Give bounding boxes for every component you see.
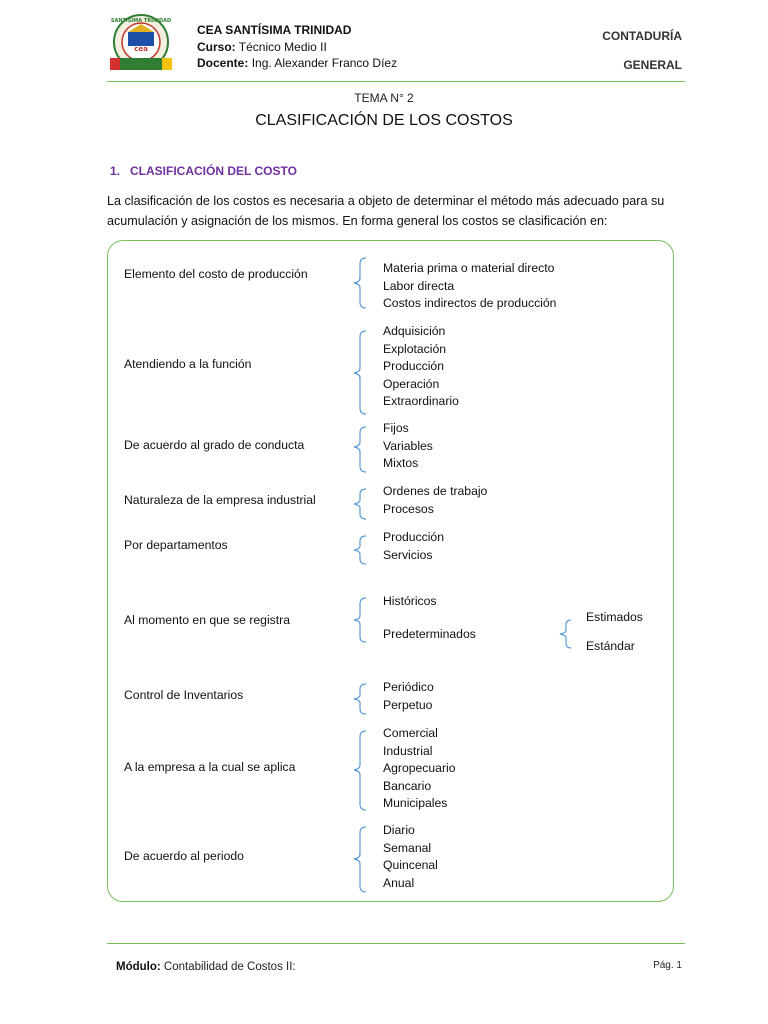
- institution-name: CEA SANTÍSIMA TRINIDAD: [197, 23, 352, 37]
- topic-number: TEMA N° 2: [354, 91, 414, 105]
- curly-brace: [354, 598, 366, 642]
- subject-top: CONTADURÍA: [602, 29, 682, 43]
- list-item: Diario: [383, 823, 415, 837]
- subject-bottom: GENERAL: [623, 58, 682, 72]
- curly-brace: [354, 427, 366, 472]
- curly-brace: [560, 620, 571, 648]
- page-title: CLASIFICACIÓN DE LOS COSTOS: [255, 112, 513, 129]
- curly-brace: [354, 684, 366, 714]
- list-item: Fijos: [383, 421, 409, 435]
- list-item: Producción: [383, 530, 444, 544]
- list-item: Anual: [383, 875, 415, 890]
- list-item: Semanal: [383, 840, 432, 855]
- category-label: Por departamentos: [124, 538, 228, 552]
- teacher-label: Docente:: [197, 56, 249, 70]
- curly-brace: [354, 827, 366, 892]
- category-label: Control de Inventarios: [124, 688, 244, 702]
- section-title: CLASIFICACIÓN DEL COSTO: [130, 164, 297, 178]
- curly-brace: [354, 258, 366, 308]
- footer-divider: [107, 943, 685, 944]
- list-item: Periódico: [383, 680, 434, 694]
- category-label: Elemento del costo de producción: [124, 267, 308, 281]
- list-item: Explotación: [383, 341, 447, 356]
- list-item: Materia prima o material directo: [383, 261, 555, 275]
- list-item: Costos indirectos de producción: [383, 296, 557, 310]
- category-label: A la empresa a la cual se aplica: [124, 760, 296, 774]
- list-item: Extraordinario: [383, 394, 459, 408]
- list-item: Municipales: [383, 796, 448, 810]
- category-label: De acuerdo al grado de conducta: [124, 438, 305, 452]
- list-item: Variables: [383, 438, 433, 453]
- category-label: De acuerdo al periodo: [124, 849, 244, 863]
- intro-paragraph: La clasificación de los costos es necesaria a objeto de determinar el método más adecuado para su acumulación y asignación de los mismos. En forma general los costos se clasificación en:: [107, 194, 665, 228]
- page-number: Pág. 1: [653, 960, 682, 971]
- list-item: Labor directa: [383, 278, 455, 293]
- course-value: Técnico Medio II: [238, 40, 327, 54]
- footer-module: [116, 961, 296, 973]
- list-item: Servicios: [383, 547, 433, 562]
- list-item: Comercial: [383, 726, 438, 740]
- module-label: Módulo:: [116, 961, 161, 973]
- curly-brace: [354, 489, 366, 519]
- category-label: Naturaleza de la empresa industrial: [124, 493, 316, 507]
- list-item: Perpetuo: [383, 697, 433, 712]
- list-item: Operación: [383, 376, 440, 391]
- course-label: Curso:: [197, 40, 236, 54]
- curly-brace: [354, 536, 366, 564]
- curly-brace: [354, 331, 366, 414]
- list-item: Adquisición: [383, 324, 446, 338]
- list-item: Quincenal: [383, 858, 438, 872]
- category-label: Al momento en que se registra: [124, 613, 290, 627]
- svg-text:cea: cea: [134, 45, 148, 53]
- curly-brace: [354, 731, 366, 810]
- sub-item: Estimados: [586, 610, 643, 624]
- list-item: Ordenes de trabajo: [383, 484, 488, 498]
- list-item: Procesos: [383, 501, 434, 516]
- section-number: 1.: [110, 164, 121, 178]
- list-item: Predeterminados: [383, 627, 476, 641]
- svg-text:SANTISIMA TRINIDAD: SANTISIMA TRINIDAD: [110, 18, 172, 24]
- list-item: Históricos: [383, 594, 437, 608]
- list-item: Industrial: [383, 743, 433, 758]
- list-item: Agropecuario: [383, 761, 456, 775]
- teacher-value: Ing. Alexander Franco Díez: [251, 56, 398, 70]
- category-label: Atendiendo a la función: [124, 357, 252, 371]
- list-item: Mixtos: [383, 456, 419, 470]
- sub-item: Estándar: [586, 639, 635, 653]
- list-item: Producción: [383, 359, 444, 373]
- module-value: Contabilidad de Costos II:: [163, 961, 296, 973]
- list-item: Bancario: [383, 778, 432, 793]
